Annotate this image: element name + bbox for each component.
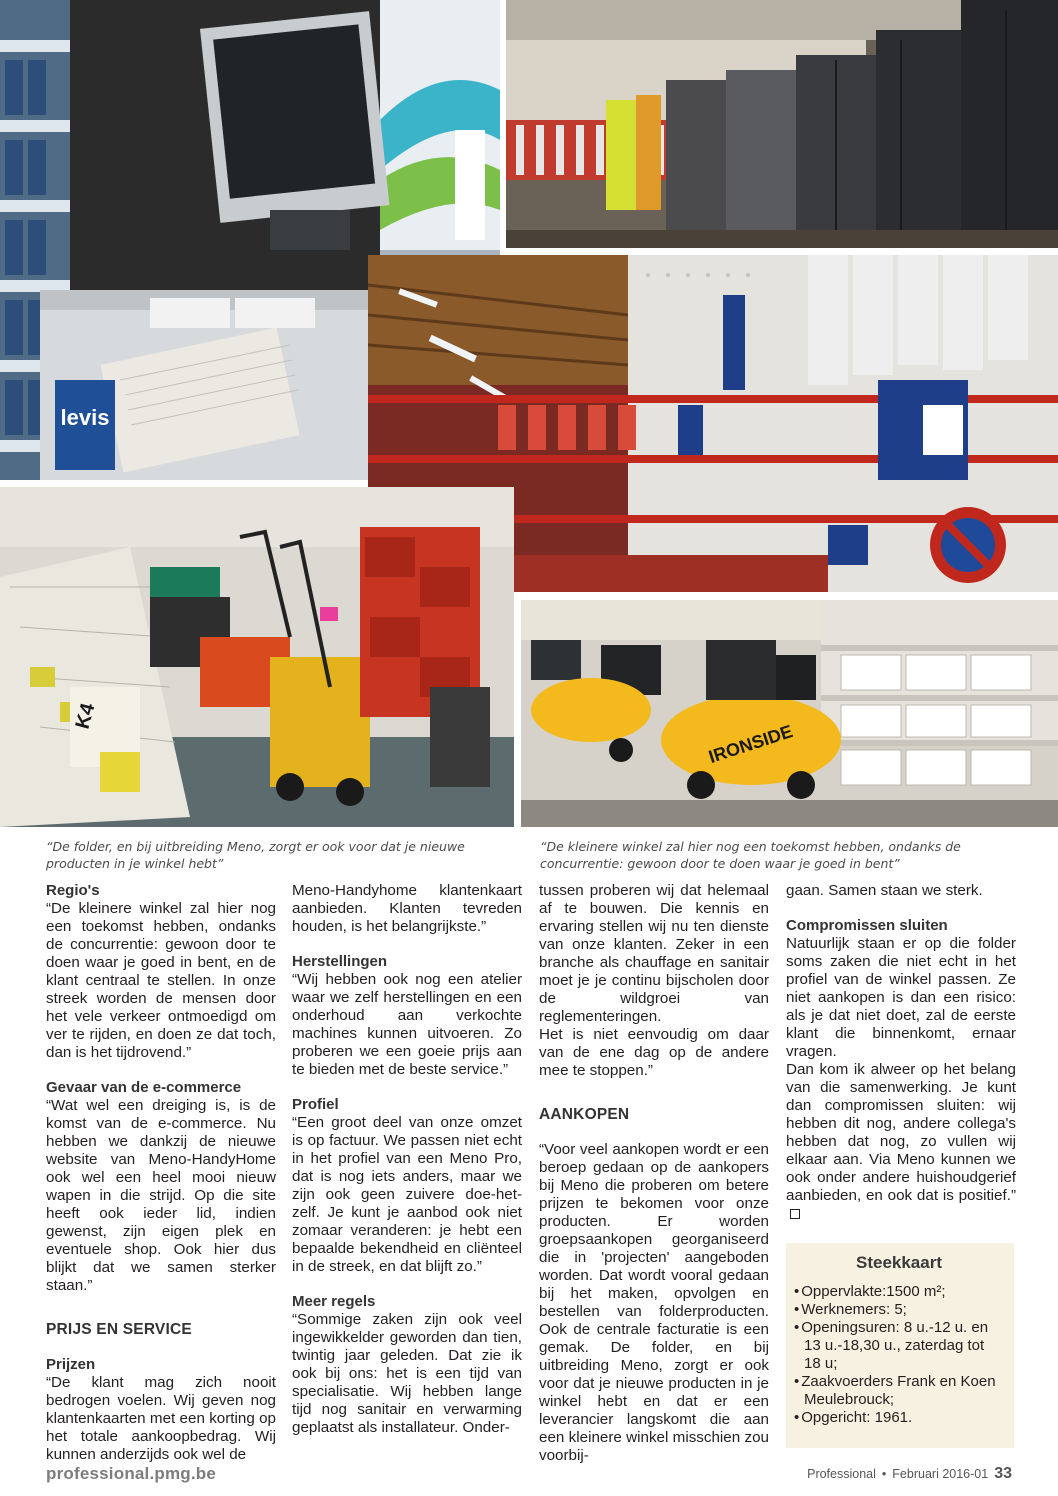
caption-left: “De folder, en bij uitbreiding Meno, zorgt er ook voor dat je nieuwe producten in je winkel hebt”	[46, 839, 465, 871]
paragraph-klantenkaart: Meno-Handyhome klantenkaart aanbieden. Klanten tevreden houden, is het belangrijkste.”	[292, 882, 522, 935]
heading-herstellingen: Herstellingen	[292, 953, 388, 970]
heading-gevaar: Gevaar van de e-commerce	[46, 1079, 242, 1096]
factbox-item: • Openingsuren: 8 u.-12 u. en 13 u.-18,30 u., zaterdag tot 18 u;	[794, 1319, 1004, 1373]
factbox-item: • Werknemers: 5;	[794, 1301, 1004, 1319]
paragraph-compromissen-1: Natuurlijk staan er op die folder soms zaken die niet echt in het profiel van de winkel passen. Ze niet aankopen is dan een risico: als je dat niet doet, zal de eerste klant die binnenkomt, ernaar vragen.	[786, 935, 1016, 1060]
footer-bullet: •	[881, 1467, 887, 1481]
paragraph-profiel: “Een groot deel van onze omzet is op factuur. We passen niet echt in het profiel van een Meno Pro, dat is nog iets anders, maar we zijn ook geen zuivere doe-het-zelf. Je kunt je aanbod ook niet zomaar veranderen: je hebt een bepaalde bekendheid en cliënteel in de streek, en dat blijft zo.”	[292, 1114, 522, 1275]
section-heading-prijs: PRIJS EN SERVICE	[46, 1321, 192, 1338]
paragraph-samen: gaan. Samen staan we sterk.	[786, 882, 983, 899]
paragraph-meer-regels: “Sommige zaken zijn ook veel ingewikkelder geworden dan tien, twintig jaar geleden. Dat zie ik ook bij ons: het is een tijd van specialisatie. Wij hebben lange tijd nog sanitair en verwarming geplaatst als installateur. Onder-	[292, 1311, 522, 1436]
paragraph-gevaar: “Wat wel een dreiging is, is de komst van de e-commerce. Nu hebben we dankzij de nieuwe website van Meno-HandyHome ook wel een heel mooi nieuw wapen in die strijd. Op die site heeft ook ieder lid, indien gewenst, zijn eigen plek en eventuele shop. Ook hier dus blijkt dat we samen sterker staan.”	[46, 1097, 276, 1294]
heading-prijzen: Prijzen	[46, 1356, 96, 1373]
factbox-item: • Zaakvoerders Frank en Koen Meulebrouck;	[794, 1373, 1004, 1409]
factbox-item: • Oppervlakte:1500 m²;	[794, 1283, 1004, 1301]
article-column-3	[539, 882, 769, 1465]
paragraph-prijzen: “De klant mag zich nooit bedrogen voelen. Wij geven nog klantenkaarten met een korting op het totale aankoopbedrag. Wij kunnen anderzijds ook wel de	[46, 1374, 276, 1463]
caption-right: “De kleinere winkel zal hier nog een toekomst hebben, ondanks de concurrentie: gewoon door te doen waar je goed in bent”	[540, 839, 961, 871]
footer-issue-date: Februari 2016-01	[892, 1467, 989, 1481]
photo-lawnmowers	[0, 487, 514, 827]
article-column-1	[46, 882, 276, 1464]
page-number: 33	[994, 1465, 1012, 1482]
paragraph-afbouwen: tussen proberen wij dat helemaal af te bouwen. Die kennis en ervaring stellen wij nu ten dienste van onze klanten. Zeker in een branche als chauffage en sanitair moet je je continu bijscholen door de wildgroei van reglementeringen.	[539, 882, 769, 1025]
factbox-list	[794, 1283, 1004, 1427]
paragraph-regios: “De kleinere winkel zal hier nog een toekomst hebben, ondanks de concurrentie: gewoon door te doen waar je goed in bent, en de klant centraal te stellen. In onze streek worden de mensen door het vele verkeer ontmoedigd om ver te rijden, en doen ze dat toch, dan is het tijdrovend.”	[46, 900, 276, 1061]
compressor-logo: IRONSIDE	[706, 721, 796, 768]
box-model-label: K4	[71, 700, 100, 732]
paragraph-herstellingen: “Wij hebben ook nog een atelier waar we zelf herstellingen en een onderhoud aan verkochte machines kunnen uitvoeren. Zo proberen we een goeie prijs aan te bieden met de beste service.”	[292, 971, 522, 1078]
end-mark-icon	[790, 1209, 800, 1219]
kiosk-logo: levis	[60, 405, 110, 430]
footer-magazine: Professional	[807, 1467, 876, 1481]
heading-profiel: Profiel	[292, 1096, 339, 1113]
footer-url[interactable]: professional.pmg.be	[46, 1464, 217, 1483]
factbox-item: • Opgericht: 1961.	[794, 1409, 1004, 1427]
factbox-steekkaart	[786, 1243, 1014, 1448]
article-column-2	[292, 882, 522, 1437]
factbox-title: Steekkaart	[855, 1253, 942, 1272]
paragraph-aankopen: “Voor veel aankopen wordt er een beroep gedaan op de aankopers bij Meno die proberen om betere prijzen te bekomen voor onze producten. Er worden groepsaankopen georganiseerd die in 'projecten' aangeboden worden. Dat wordt vooral gedaan bij het maken, opvolgen en bestellen van folderproducten. Ook de centrale facturatie is een gemak. De folder, en bij uitbreiding Meno, zorgt er ook voor dat je nieuwe producten in je winkel hebt en dat er een leverancier langskomt die aan een kleinere winkel misschien zou voorbij-	[539, 1141, 769, 1464]
heading-compromissen: Compromissen sluiten	[786, 917, 948, 934]
heading-meer-regels: Meer regels	[292, 1293, 376, 1310]
article-column-4	[786, 882, 1016, 1223]
paragraph-compromissen-2: Dan kom ik alweer op het belang van die samenwerking. Je kunt dan compromissen sluiten: wij hebben dit nog, andere collega's hebben dat nog, zo vullen wij elkaar aan. Via Meno kunnen we ook onder andere huishoudgerief aanbieden, en ook dat is positief.”	[786, 1061, 1016, 1204]
photo-workwear-jackets	[506, 0, 1058, 248]
photo-compressors	[521, 600, 1058, 827]
footer-issue	[807, 1465, 1012, 1483]
heading-regios: Regio's	[46, 882, 100, 899]
section-heading-aankopen: AANKOPEN	[539, 1106, 630, 1123]
paragraph-compromissen-2-wrap	[786, 1061, 1016, 1223]
paragraph-stoppen: Het is niet eenvoudig om daar van de ene dag op de andere mee te stoppen.”	[539, 1026, 769, 1079]
